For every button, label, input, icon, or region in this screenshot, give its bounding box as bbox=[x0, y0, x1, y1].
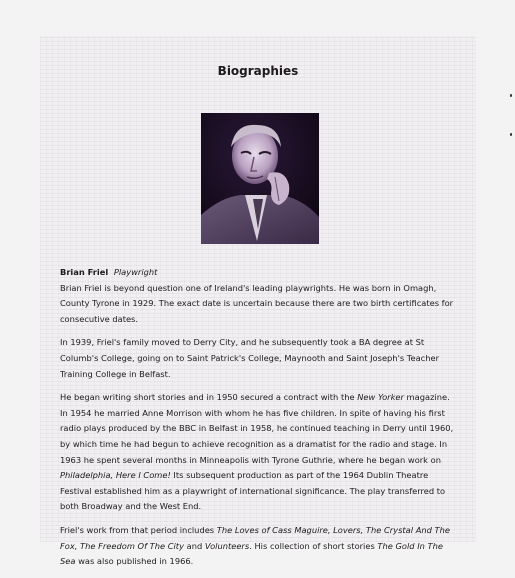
bio-paragraph-2: In 1939, Friel's family moved to Derry City, and he subsequently took a BA degree at St Columb's College, going on to Saint Patrick's College, Maynooth and Saint Joseph's Teacher Training College in Belfast. bbox=[60, 337, 439, 379]
italic-title: New Yorker bbox=[357, 392, 404, 403]
bio-paragraph-4 bbox=[60, 523, 458, 570]
page-title: Biographies bbox=[217, 64, 299, 78]
author-photo bbox=[201, 113, 319, 244]
text-run: Friel's work from that period includes bbox=[60, 524, 217, 535]
text-run: magazine. In 1954 he married Anne Morrison with whom he has five children. In spite of having his first radio plays produced by the BBC in Belfast in 1958, he continued teaching in Derry until 1960, by which time he had begun to achieve recognition as a dramatist for the radio and stage. In 1963 he spent several months in Minneapolis with Tyrone Guthrie, where he began work on bbox=[60, 392, 454, 465]
text-run: and bbox=[183, 540, 205, 551]
text-run: Its subsequent production as part of the 1964 Dublin Theatre Festival established him as a playwright of international significance. The play transferred to both Broadway and the West End. bbox=[60, 470, 446, 512]
italic-title: The Loves of Cass Maguire, Lovers, The Crystal And The Fox, The Freedom Of The City bbox=[60, 524, 450, 551]
author-name: Brian Friel bbox=[60, 267, 109, 277]
text-run: He began writing short stories and in 1950 secured a contract with the bbox=[60, 392, 358, 403]
italic-title: Volunteers bbox=[204, 540, 250, 551]
text-run: was also published in 1966. bbox=[75, 556, 194, 567]
author-heading bbox=[60, 265, 458, 281]
portrait-illustration bbox=[201, 113, 319, 244]
bio-paragraph-3 bbox=[60, 390, 458, 515]
scan-mark-top bbox=[510, 94, 512, 97]
text-run: . His collection of short stories bbox=[249, 540, 378, 551]
italic-title: The Gold In The Sea bbox=[60, 540, 443, 567]
bio-paragraph-1: Brian Friel is beyond question one of Ireland's leading playwrights. He was born in Omagh, County Tyrone in 1929. The exact date is uncertain because there are two birth certificates for consecutive dates. bbox=[60, 282, 454, 324]
biography-section bbox=[60, 265, 458, 578]
author-role: Playwright bbox=[113, 267, 158, 277]
scan-mark-bottom bbox=[510, 133, 512, 136]
italic-title: Philadelphia, Here I Come! bbox=[60, 470, 171, 481]
